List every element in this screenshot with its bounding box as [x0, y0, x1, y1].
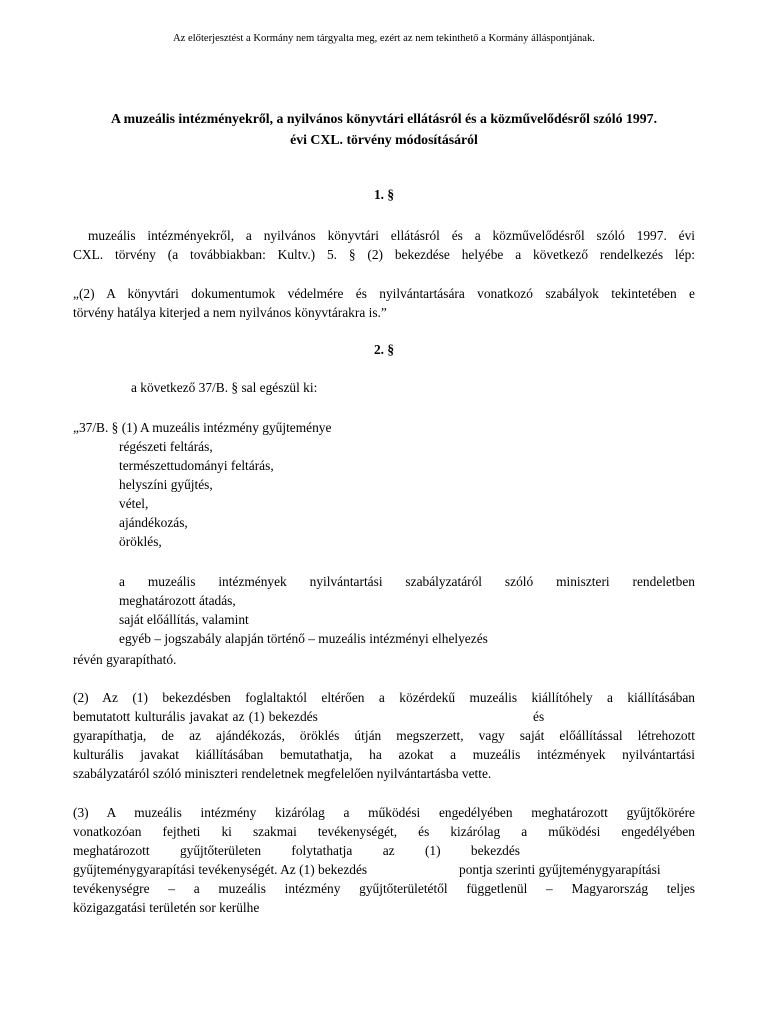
paragraph-3-line: pontja szerinti gyűjteménygyarapítási [459, 862, 661, 877]
paragraph-2-line: bemutatott kulturális javakat az (1) bekezdés [73, 709, 318, 724]
section-1-quote-line-1: „(2) A könyvtári dokumentumok védelmére és nyilvántartására vonatkozó szabályok tekintetében e [73, 286, 695, 301]
paragraph-3-line: közigazgatási területén sor kerülhe [73, 900, 260, 915]
paragraph-3-line: vonatkozóan fejtheti ki szakmai tevékenységét, és kizárólag a működési engedélyében [73, 824, 695, 839]
section-2-heading: 2. § [373, 342, 395, 357]
list-item: természettudományi feltárás, [119, 458, 274, 473]
document-title-line-2: évi CXL. törvény módosításáról [290, 132, 478, 147]
paragraph-3-line: tevékenységre – a muzeális intézmény gyűjtőterületétől függetlenül – Magyarország teljes [73, 881, 695, 896]
list-item: a muzeális intézmények nyilvántartási szabályzatáról szóló miniszteri rendeletben [119, 574, 695, 589]
section-1-quote-line-2: törvény hatálya kiterjed a nem nyilvános könyvtárakra is.” [73, 305, 387, 320]
paragraph-3-line: (3) A muzeális intézmény kizárólag a működési engedélyében meghatározott gyűjtőkörére [73, 805, 695, 820]
paragraph-3-line: meghatározott gyűjtőterületen folytathatja az (1) bekezdés [73, 843, 520, 858]
list-item: vétel, [119, 496, 149, 511]
list-item: egyéb – jogszabály alapján történő – muzeális intézményi elhelyezés [119, 631, 488, 646]
paragraph-2-line: és [533, 709, 545, 724]
list-item: ajándékozás, [119, 515, 188, 530]
paragraph-2-line: kulturális javakat kiállításában bemutathatja, ha azokat a muzeális intézmények nyilvántartási [73, 747, 695, 762]
document-title-line-1: A muzeális intézményekről, a nyilvános könyvtári ellátásról és a közművelődésről szóló 1997. [110, 111, 658, 126]
paragraph-3-line: gyűjteménygyarapítási tevékenységét. Az (1) bekezdés [73, 862, 368, 877]
section-2-closing: révén gyarapítható. [73, 652, 177, 667]
list-item: saját előállítás, valamint [119, 612, 249, 627]
section-1-paragraph-line-2: CXL. törvény (a továbbiakban: Kultv.) 5. § (2) bekezdése helyébe a következő rendelkezés lép: [73, 247, 695, 262]
header-note: Az előterjesztést a Kormány nem tárgyalta meg, ezért az nem tekinthető a Kormány álláspontjának. [173, 33, 595, 44]
paragraph-2-line: gyarapíthatja, de az ajándékozás, öröklés útján megszerzett, vagy saját előállítással létrehozott [73, 728, 695, 743]
section-1-heading: 1. § [373, 187, 395, 202]
section-1-paragraph-line-1: muzeális intézményekről, a nyilvános könyvtári ellátásról és a közművelődésről szóló 1997. évi [88, 228, 695, 243]
section-2-intro: a következő 37/B. § sal egészül ki: [131, 380, 318, 395]
list-item: helyszíni gyűjtés, [119, 477, 213, 492]
paragraph-2-line: szabályzatáról szóló miniszteri rendeletnek megfelelően nyilvántartásba vette. [73, 766, 492, 781]
list-item: régészeti feltárás, [119, 439, 213, 454]
section-2-lead: „37/B. § (1) A muzeális intézmény gyűjteménye [73, 420, 332, 435]
paragraph-2-line: (2) Az (1) bekezdésben foglaltaktól eltérően a közérdekű muzeális kiállítóhely a kiállításában [73, 690, 695, 705]
list-item: meghatározott átadás, [119, 593, 236, 608]
list-item: öröklés, [119, 534, 162, 549]
